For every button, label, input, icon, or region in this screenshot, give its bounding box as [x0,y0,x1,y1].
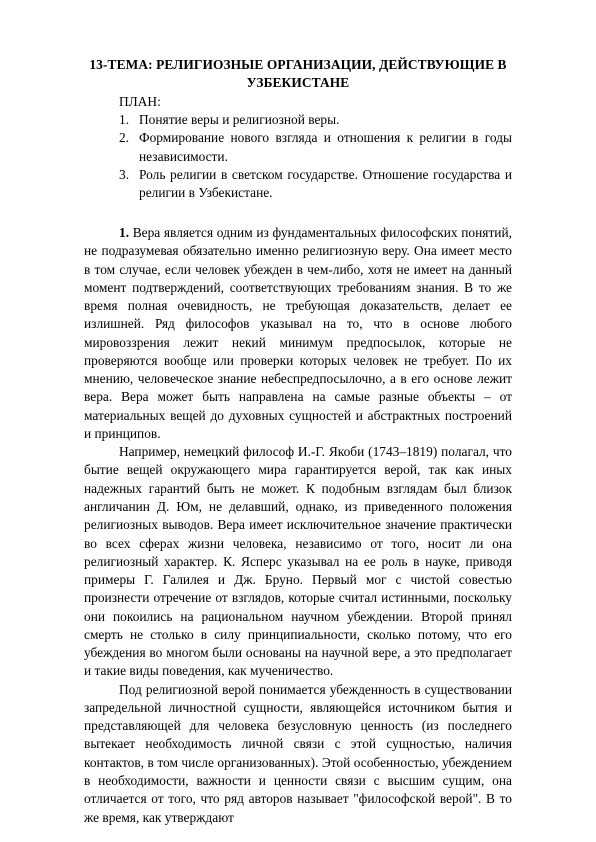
paragraph-text: Вера является одним из фундаментальных философских понятий, не подразумевая обязательно именно религиозную веру. Она имеет место в том случае, если человек убежден в чем-либо, хотя не имеет на данный момент подтверждений, соответствующих требованиям знания. В то же время полная очевидность, не требующая доказательств, делает ее излишней. Ряд философов указывал на то, что в основе любого мировоззрения лежит некий минимум предпосылок, которые не проверяются вообще или проверки которых человек не требует. По их мнению, человеческое знание небеспредпосылочно, а в его основе лежит вера. Вера может быть направлена на самые разные объекты – от материальных вещей до духовных сущностей и абстрактных построений и принципов. [84,225,512,441]
plan-item-number: 2. [119,130,130,146]
paragraph [84,224,512,443]
paragraph: Под религиозной верой понимается убежденность в существовании запредельной личностной сущности, являющейся источником бытия и представляющей для человека безусловную ценность (из последнего вытекает необходимость личной связи с этой сущностью, наличия контактов, в том числе организованных). Этой особенностью, убеждением в необходимости, важности и ценности связи с высшим сущим, она отличается от того, что ряд авторов называет "философской верой". В то же время, как утверждают [84,681,512,825]
paragraph-number: 1. [119,225,130,240]
body-text [84,224,512,827]
paragraph: Например, немецкий философ И.-Г. Якоби (1743–1819) полагал, что бытие вещей окружающего мира гарантируется верой, так как иных надежных гарантий быть не может. К подобным взглядам был близок англичанин Д. Юм, не делавший, однако, из приведенного положения религиозных выводов. Вера имеет исключительное значение практически во всех сферах жизни человека, независимо от того, носит ли она религиозный характер. К. Ясперс указывал на ее роль в науке, приводя примеры Г. Галилея и Дж. Бруно. Первый мог с чистой совестью произнести отречение от взглядов, которые считал истинными, поскольку они покоились на рациональном научном убеждении. Второй принял смерть не столько в силу принципиальности, сколько потому, что его убеждения во многом были основаны на научной вере, а это предполагает и такие виды поведения, как мученичество. [84,444,512,679]
plan-item-text: Формирование нового взгляда и отношения к религии в годы независимости. [139,130,512,164]
plan-item-text: Понятие веры и религиозной веры. [139,112,340,127]
page-title: 13-ТЕМА: РЕЛИГИОЗНЫЕ ОРГАНИЗАЦИИ, ДЕЙСТВУЮЩИЕ В УЗБЕКИСТАНЕ [89,57,507,90]
plan-item [119,129,512,166]
plan-item [119,166,512,203]
plan-label: ПЛАН: [119,94,161,109]
plan-item-number: 1. [119,112,130,127]
plan-item [119,111,512,129]
plan-item-text: Роль религии в светском государстве. Отношение государства и религии в Узбекистане. [139,166,512,201]
plan-item-number: 3. [119,166,130,182]
plan-list [119,111,512,202]
